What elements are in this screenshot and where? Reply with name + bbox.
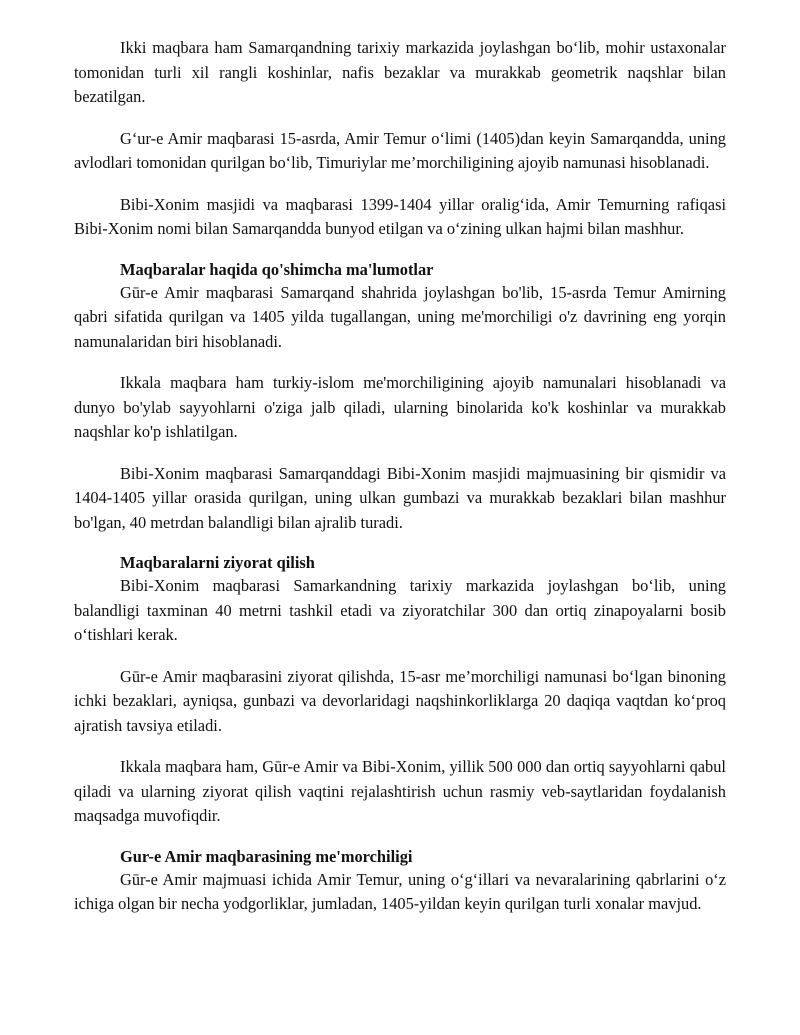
extra-info-paragraph-1: Gūr-e Amir maqbarasi Samarqand shahrida joylashgan bo'lib, 15-asrda Temur Amirning qabri sifatida qurilgan va 1405 yilda tugallangan, uning me'morchiligi o'z davrining eng yorqin namunalaridan biri hisoblanadi. — [74, 282, 726, 351]
visiting-paragraph-3: Ikkala maqbara ham, Gūr-e Amir va Bibi-Xonim, yillik 500 000 dan ortiq sayyohlarni qabul qiladi va ularning ziyorat qilish vaqtini rejalashtirish uchun rasmiy veb-saytlaridan foydalanish maqsadga muvofiqdir. — [74, 757, 726, 825]
section-heading-architecture: Gur-e Amir maqbarasining me'morchiligi — [120, 846, 413, 866]
intro-paragraph-3: Bibi-Xonim masjidi va maqbarasi 1399-1404 yillar oralig‘ida, Amir Temurning rafiqasi Bibi-Xonim nomi bilan Samarqandda bunyod etilgan va o‘zining ulkan hajmi bilan mashhur. — [74, 194, 726, 238]
section-heading-visiting: Maqbaralarni ziyorat qilish — [120, 553, 315, 572]
intro-paragraph-2: G‘ur-e Amir maqbarasi 15-asrda, Amir Temur o‘limi (1405)dan keyin Samarqandda, uning avlodlari tomonidan qurilgan bo‘lib, Timuriylar me’morchiligining ajoyib namunasi hisoblanadi. — [74, 128, 726, 172]
visiting-paragraph-1: Bibi-Xonim maqbarasi Samarkandning tarixiy markazida joylashgan bo‘lib, uning balandligi taxminan 40 metrni tashkil etadi va ziyoratchilar 300 dan ortiq zinapoyalarni bosib o‘tishlari kerak. — [74, 576, 726, 644]
architecture-paragraph-1: Gūr-e Amir majmuasi ichida Amir Temur, uning o‘g‘illari va nevaralarining qabrlarini o‘z ichiga olgan bir necha yodgorliklar, jumladan, 1405-yildan keyin qurilgan turli xonalar mavjud. — [74, 869, 726, 913]
document-page — [74, 36, 726, 934]
section-heading-extra-info: Maqbaralar haqida qo'shimcha ma'lumotlar — [120, 259, 434, 279]
extra-info-paragraph-3: Bibi-Xonim maqbarasi Samarqanddagi Bibi-Xonim masjidi majmuasining bir qismidir va 1404-1405 yillar orasida qurilgan, uning ulkan gumbazi va murakkab bezaklari bilan mashhur bo'lgan, 40 metrdan balandligi bilan ajralib turadi. — [74, 463, 726, 532]
visiting-paragraph-2: Gūr-e Amir maqbarasini ziyorat qilishda, 15-asr me’morchiligi namunasi bo‘lgan binoning ichki bezaklari, ayniqsa, gunbazi va devorlaridagi naqshinkorliklarga 20 daqiqa vaqtdan ko‘proq ajratish tavsiya etiladi. — [74, 666, 726, 735]
extra-info-paragraph-2: Ikkala maqbara ham turkiy-islom me'morchiligining ajoyib namunalari hisoblanadi va dunyo bo'ylab sayyohlarni o'ziga jalb qiladi, ularning binolarida ko'k koshinlar va murakkab naqshlar ko'p ishlatilgan. — [74, 373, 726, 441]
intro-paragraph-1: Ikki maqbara ham Samarqandning tarixiy markazida joylashgan bo‘lib, mohir ustaxonalar tomonidan turli xil rangli koshinlar, nafis bezaklar va murakkab geometrik naqshlar bilan bezatilgan. — [74, 38, 726, 106]
